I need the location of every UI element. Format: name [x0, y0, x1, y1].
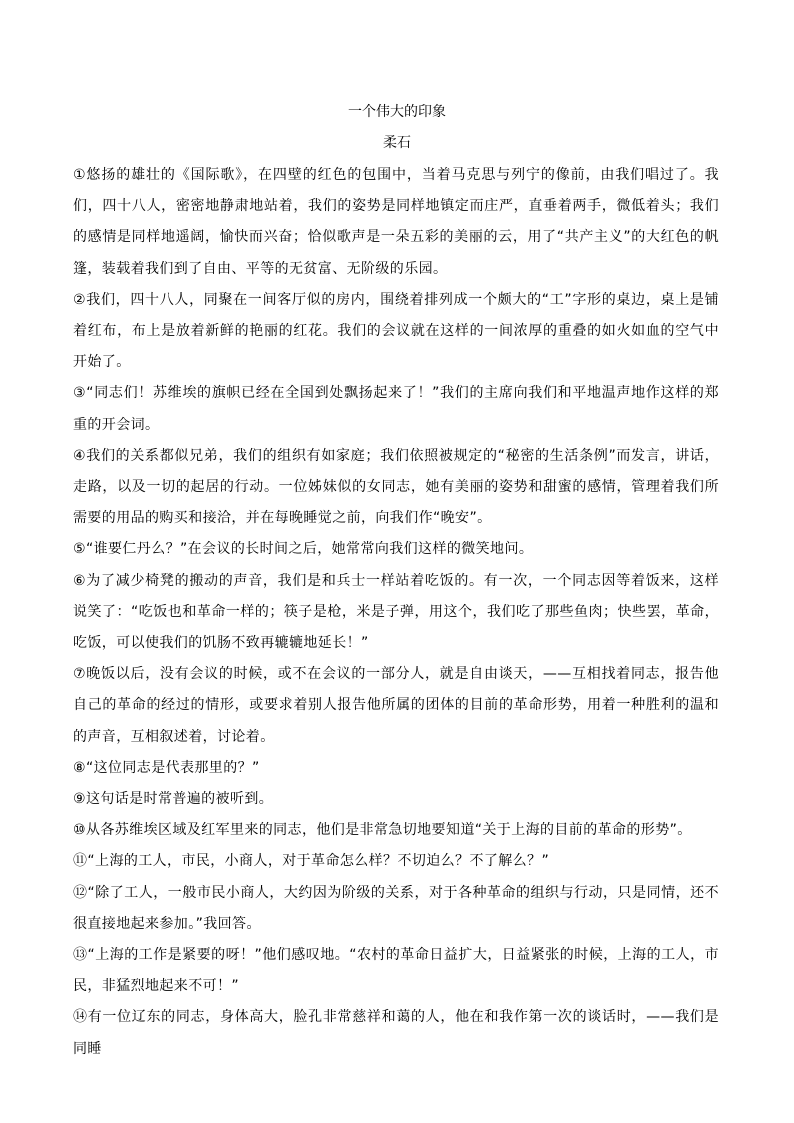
paragraph-1: ①悠扬的雄壮的《国际歌》，在四壁的红色的包围中，当着马克思与列宁的像前，由我们唱过了。我们，四十八人，密密地静肃地站着，我们的姿势是同样地镇定而庄严，直垂着两手，微低着头；我们的感情是同样地遥阔，愉快而兴奋；恰似歌声是一朵五彩的美丽的云，用了“共产主义”的大红色的帆篷，装载着我们到了自由、平等的无贫富、无阶级的乐园。: [73, 167, 719, 277]
paragraph-12: ⑫“除了工人，一般市民小商人，大约因为阶级的关系，对于各种革命的组织与行动，只是同情，还不很直接地起来参加。”我回答。: [73, 884, 719, 932]
paragraph-4: ④我们的关系都似兄弟，我们的组织有如家庭；我们依照被规定的“秘密的生活条例”而发言，讲话，走路，以及一切的起居的行动。一位姊妹似的女同志，她有美丽的姿势和甜蜜的感情，管理着我们所需要的用品的购买和接洽，并在每晚睡觉之前，向我们作“晚安”。: [73, 447, 719, 527]
article-body: [73, 160, 719, 1065]
paragraph-7: ⑦晚饭以后，没有会议的时候，或不在会议的一部分人，就是自由谈天，——互相找着同志，报告他自己的革命的经过的情形，或要求着别人报告他所属的团体的目前的革命形势，用着一种胜利的温和的声音，互相叙述着，讨论着。: [73, 666, 719, 745]
paragraph-14: ⑭有一位辽东的同志，身体高大，脸孔非常慈祥和蔼的人，他在和我作第一次的谈话时，——我们是同睡: [73, 1009, 719, 1057]
paragraph-9: ⑨这句话是时常普遍的被听到。: [73, 791, 274, 808]
paragraph-8: ⑧“这位同志是代表那里的？”: [73, 759, 260, 776]
paragraph-10: ⑩从各苏维埃区域及红军里来的同志，他们是非常急切地要知道“关于上海的目前的革命的形势”。: [73, 822, 692, 839]
article-author: 柔石: [383, 135, 411, 151]
paragraph-5: ⑤“谁要仁丹么？”在会议的长时间之后，她常常向我们这样的微笑地问。: [73, 541, 534, 558]
paragraph-11: ⑪“上海的工人，市民，小商人，对于革命怎么样？不切迫么？不了解么？”: [73, 853, 550, 870]
article-title: 一个伟大的印象: [348, 104, 446, 120]
paragraph-3: ③“同志们！苏维埃的旗帜已经在全国到处飘扬起来了！”我们的主席向我们和平地温声地作这样的郑重的开会词。: [73, 385, 719, 433]
paragraph-13: ⑬“上海的工作是紧要的呀！”他们感叹地。“农村的革命日益扩大，日益紧张的时候，上海的工人，市民，非猛烈地起来不可！”: [73, 947, 719, 995]
paragraph-2: ②我们，四十八人，同聚在一间客厅似的房内，围绕着排列成一个颇大的“工”字形的桌边，桌上是铺着红布，布上是放着新鲜的艳丽的红花。我们的会议就在这样的一间浓厚的重叠的如火如血的空气中开始了。: [73, 291, 719, 371]
paragraph-6: ⑥为了减少椅凳的搬动的声音，我们是和兵士一样站着吃饭的。有一次，一个同志因等着饭来，这样说笑了：“吃饭也和革命一样的；筷子是枪，米是子弹，用这个，我们吃了那些鱼肉；快些罢，革命，吃饭，可以使我们的饥肠不致再辘辘地延长！”: [73, 572, 719, 652]
